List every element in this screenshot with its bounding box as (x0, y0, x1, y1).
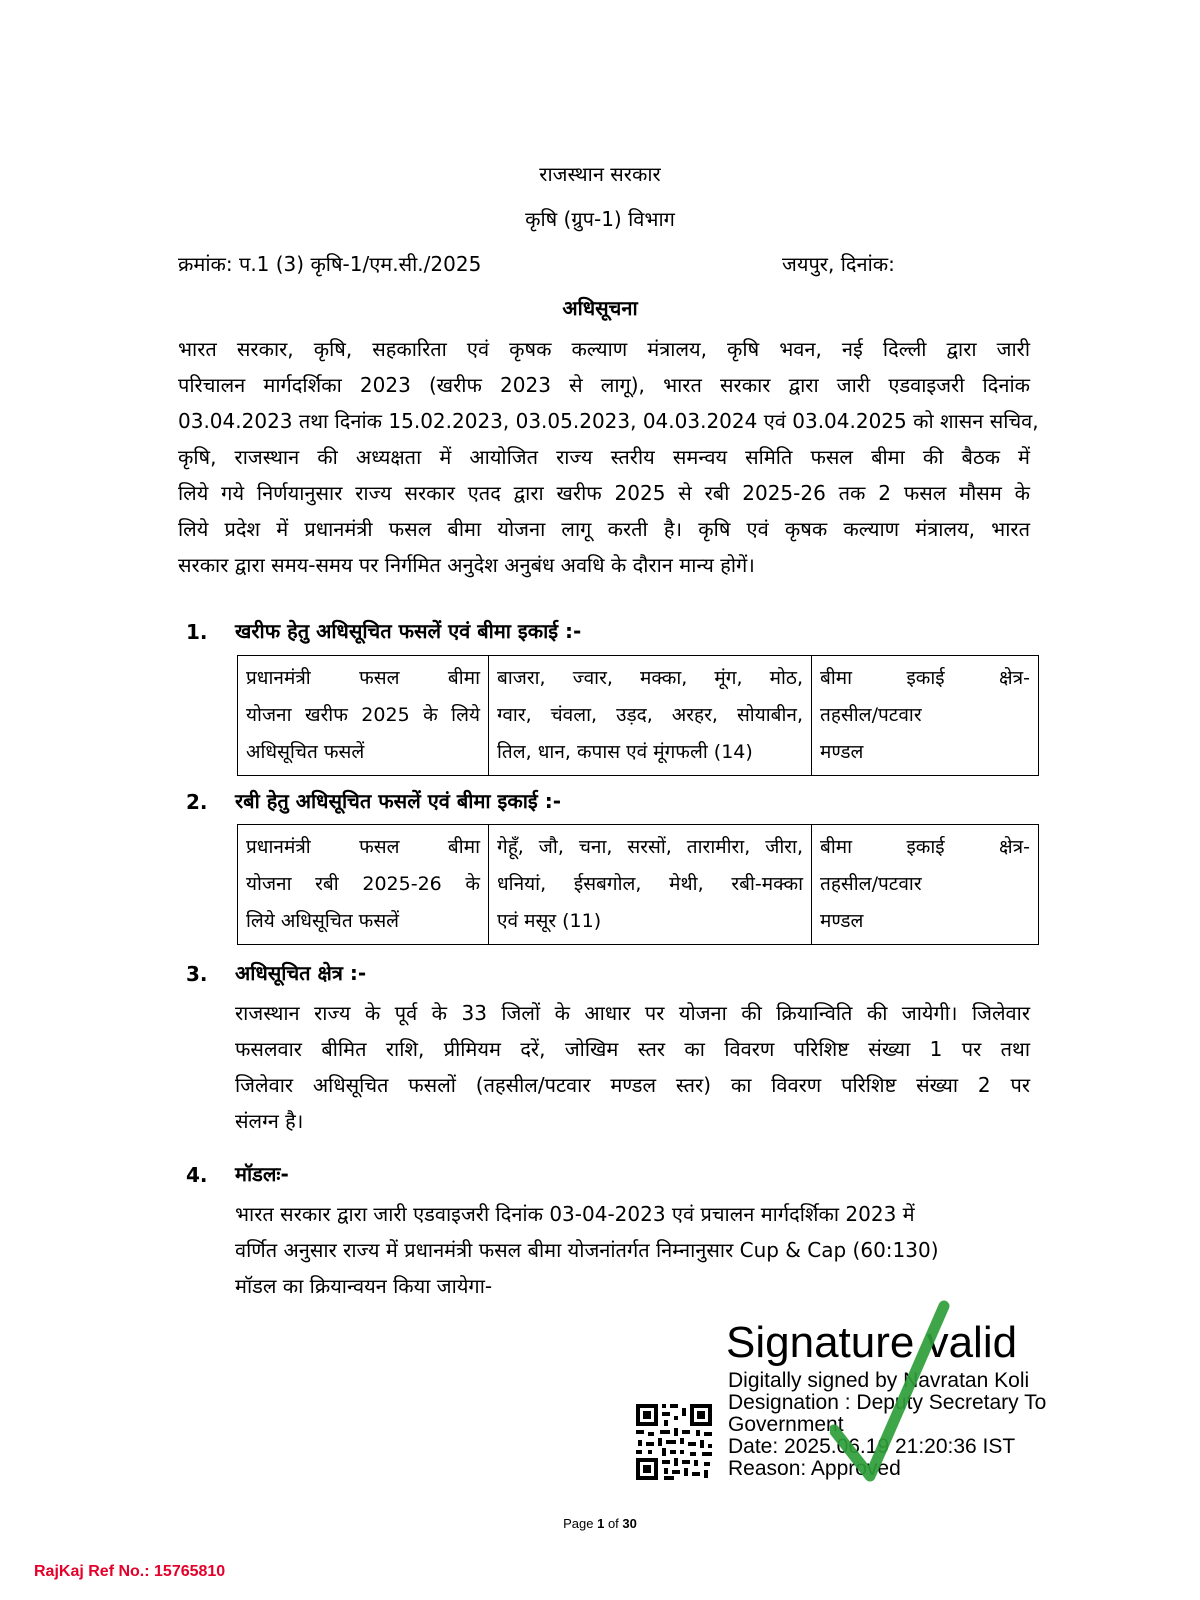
intro-line: लिये गये निर्णयानुसार राज्य सरकार एतद द्वारा खरीफ 2025 से रबी 2025-26 तक 2 फसल मौसम के (178, 481, 1030, 505)
page-number: Page 1 of 30 (563, 1516, 637, 1531)
table-row (238, 656, 1039, 776)
section-2-number: 2. (186, 790, 208, 814)
intro-line: लिये प्रदेश में प्रधानमंत्री फसल बीमा योजना लागू करती है। कृषि एवं कृषक कल्याण मंत्रालय, भारत (178, 517, 1030, 541)
checkmark-icon (830, 1300, 950, 1490)
place-date: जयपुर, दिनांक: (782, 252, 895, 276)
insurance-unit-cell: बीमा इकाई क्षेत्र- तहसील/पटवार मण्डल (812, 825, 1039, 945)
signature-status: Signature valid (726, 1318, 1018, 1367)
section-2-title: रबी हेतु अधिसूचित फसलें एवं बीमा इकाई :- (235, 789, 561, 813)
section-3-number: 3. (186, 962, 208, 986)
order-number: क्रमांक: प.1 (3) कृषि-1/एम.सी./2025 (178, 252, 482, 276)
intro-line: भारत सरकार, कृषि, सहकारिता एवं कृषक कल्याण मंत्रालय, कृषि भवन, नई दिल्ली द्वारा जारी (178, 337, 1030, 361)
scheme-cell: प्रधानमंत्री फसल बीमा योजना खरीफ 2025 के लिये अधिसूचित फसलें (238, 656, 489, 776)
intro-line: 03.04.2023 तथा दिनांक 15.02.2023, 03.05.2023, 04.03.2024 एवं 03.04.2025 को शासन सचिव, (178, 409, 1039, 433)
section-4-paragraph: भारत सरकार द्वारा जारी एडवाइजरी दिनांक 03-04-2023 एवं प्रचालन मार्गदर्शिका 2023 में वर्णित अनुसार राज्य में प्रधानमंत्री फसल बीमा योजनांतर्गत निम्नानुसार Cup & Cap (60:130) मॉडल का क्रियान्वयन किया जायेगा- (235, 1202, 939, 1298)
section-3-title: अधिसूचित क्षेत्र :- (235, 961, 367, 985)
intro-line: कृषि, राजस्थान की अध्यक्षता में आयोजित राज्य स्तरीय समन्वय समिति फसल बीमा की बैठक में (178, 445, 1030, 469)
section-3-paragraph: राजस्थान राज्य के पूर्व के 33 जिलों के आधार पर योजना की क्रियान्विति की जायेगी। जिलेवार फसलवार बीमित राशि, प्रीमियम दरें, जोखिम स्तर का विवरण परिशिष्ट संख्या 1 पर तथा जिलेवार अधिसूचित फसलों (तहसील/पटवार मण्डल स्तर) का विवरण परिशिष्ट संख्या 2 पर संलग्न है। (235, 1001, 1030, 1133)
section-1-number: 1. (186, 620, 208, 644)
qr-code-icon (634, 1402, 714, 1482)
insurance-unit-cell: बीमा इकाई क्षेत्र- तहसील/पटवार मण्डल (812, 656, 1039, 776)
table-row (238, 825, 1039, 945)
crops-cell: बाजरा, ज्वार, मक्का, मूंग, मोठ, ग्वार, चंवला, उड़द, अरहर, सोयाबीन, तिल, धान, कपास एवं मूंगफली (14) (489, 656, 812, 776)
signature-line: Date: 2025.06.19 21:20:36 IST (728, 1435, 1016, 1458)
notification-title: अधिसूचना (562, 296, 638, 320)
kharif-crops-table (237, 655, 1039, 776)
intro-paragraph (178, 331, 1039, 583)
intro-line: परिचालन मार्गदर्शिका 2023 (खरीफ 2023 से लागू), भारत सरकार द्वारा जारी एडवाइजरी दिनांक (178, 373, 1030, 397)
signature-line: Designation : Deputy Secretary To (728, 1391, 1047, 1414)
signature-line: Digitally signed by Navratan Koli (728, 1369, 1030, 1392)
crops-cell: गेहूँ, जौ, चना, सरसों, तारामीरा, जीरा, धनियां, ईसबगोल, मेथी, रबी-मक्का एवं मसूर (11) (489, 825, 812, 945)
rabi-crops-table (237, 824, 1039, 945)
section-4-number: 4. (186, 1163, 208, 1187)
department-title: कृषि (ग्रुप-1) विभाग (525, 207, 675, 231)
signature-line: Government (728, 1413, 844, 1436)
section-1-title: खरीफ हेतु अधिसूचित फसलें एवं बीमा इकाई :- (235, 619, 582, 643)
signature-line: Reason: Approved (728, 1457, 901, 1480)
ref-number: RajKaj Ref No.: 15765810 (34, 1563, 226, 1580)
scheme-cell: प्रधानमंत्री फसल बीमा योजना रबी 2025-26 के लिये अधिसूचित फसलें (238, 825, 489, 945)
government-title: राजस्थान सरकार (539, 162, 661, 186)
intro-line: सरकार द्वारा समय-समय पर निर्गमित अनुदेश अनुबंध अवधि के दौरान मान्य होगें। (178, 553, 755, 577)
section-4-title: मॉडलः- (235, 1162, 289, 1186)
